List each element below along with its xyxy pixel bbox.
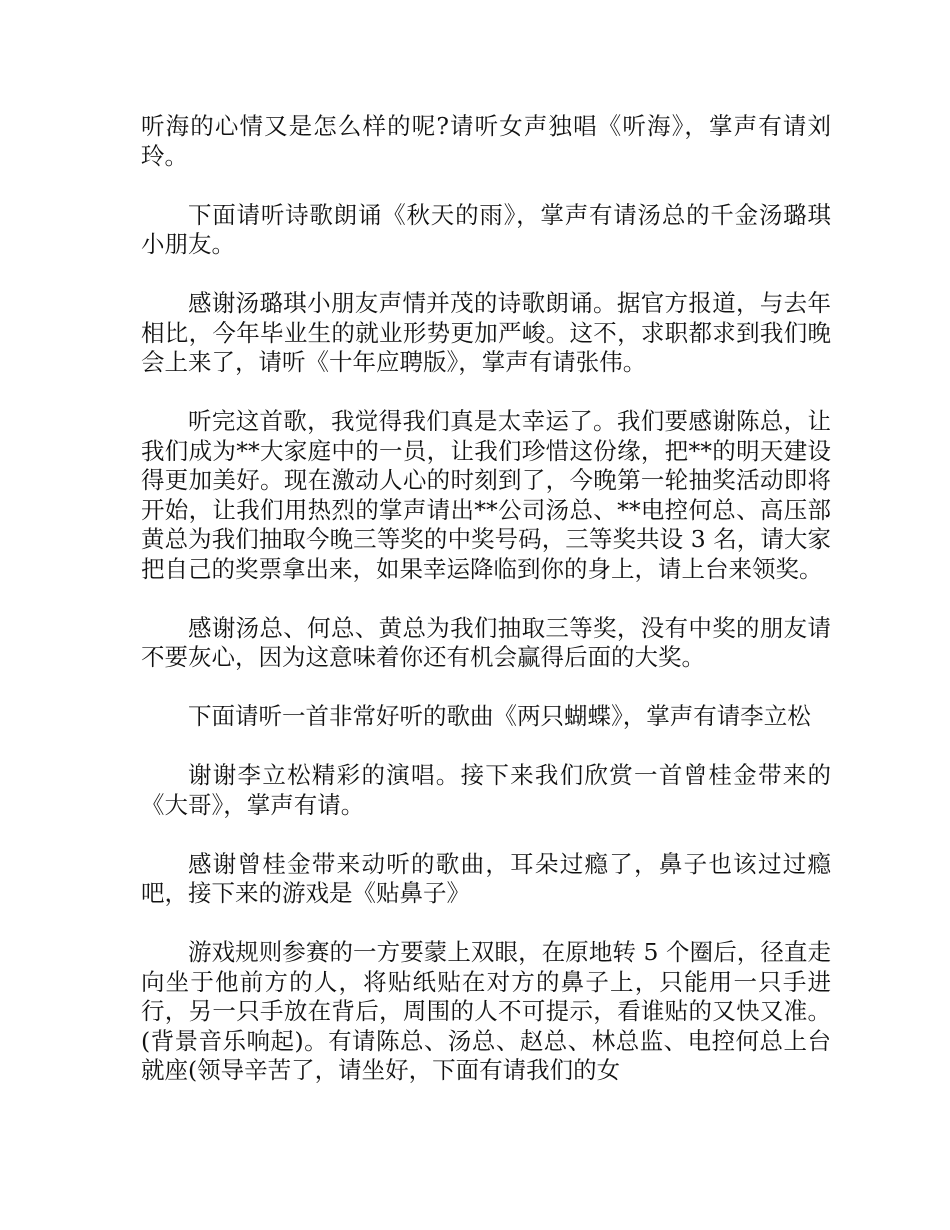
paragraph-2: 下面请听诗歌朗诵《秋天的雨》，掌声有请汤总的千金汤璐琪小朋友。 (141, 200, 831, 258)
paragraph-8: 感谢曾桂金带来动听的歌曲，耳朵过瘾了，鼻子也该过过瘾吧，接下来的游戏是《贴鼻子》 (141, 849, 831, 907)
paragraph-3: 感谢汤璐琪小朋友声情并茂的诗歌朗诵。据官方报道，与去年相比，今年毕业生的就业形势更加严峻。这不，求职都求到我们晚会上来了，请听《十年应聘版》，掌声有请张伟。 (141, 289, 831, 376)
paragraph-7: 谢谢李立松精彩的演唱。接下来我们欣赏一首曾桂金带来的《大哥》，掌声有请。 (141, 761, 831, 819)
paragraph-4: 听完这首歌，我觉得我们真是太幸运了。我们要感谢陈总，让我们成为**大家庭中的一员，让我们珍惜这份缘，把**的明天建设得更加美好。现在激动人心的时刻到了，今晚第一轮抽奖活动即将开始，让我们用热烈的掌声请出**公司汤总、**电控何总、高压部黄总为我们抽取今晚三等奖的中奖号码，三等奖共设 3 名，请大家把自己的奖票拿出来，如果幸运降临到你的身上，请上台来领奖。 (141, 407, 831, 583)
paragraph-1: 听海的心情又是怎么样的呢?请听女声独唱《听海》，掌声有请刘玲。 (141, 112, 831, 170)
paragraph-5: 感谢汤总、何总、黄总为我们抽取三等奖，没有中奖的朋友请不要灰心，因为这意味着你还有机会赢得后面的大奖。 (141, 613, 831, 671)
document-body (141, 112, 831, 1115)
paragraph-9: 游戏规则参赛的一方要蒙上双眼，在原地转 5 个圈后，径直走向坐于他前方的人，将贴纸贴在对方的鼻子上，只能用一只手进行，另一只手放在背后，周围的人不可提示，看谁贴的又快又准。(背景音乐响起)。有请陈总、汤总、赵总、林总监、电控何总上台就座(领导辛苦了，请坐好，下面有请我们的女 (141, 938, 831, 1084)
paragraph-6: 下面请听一首非常好听的歌曲《两只蝴蝶》，掌声有请李立松 (188, 702, 811, 730)
